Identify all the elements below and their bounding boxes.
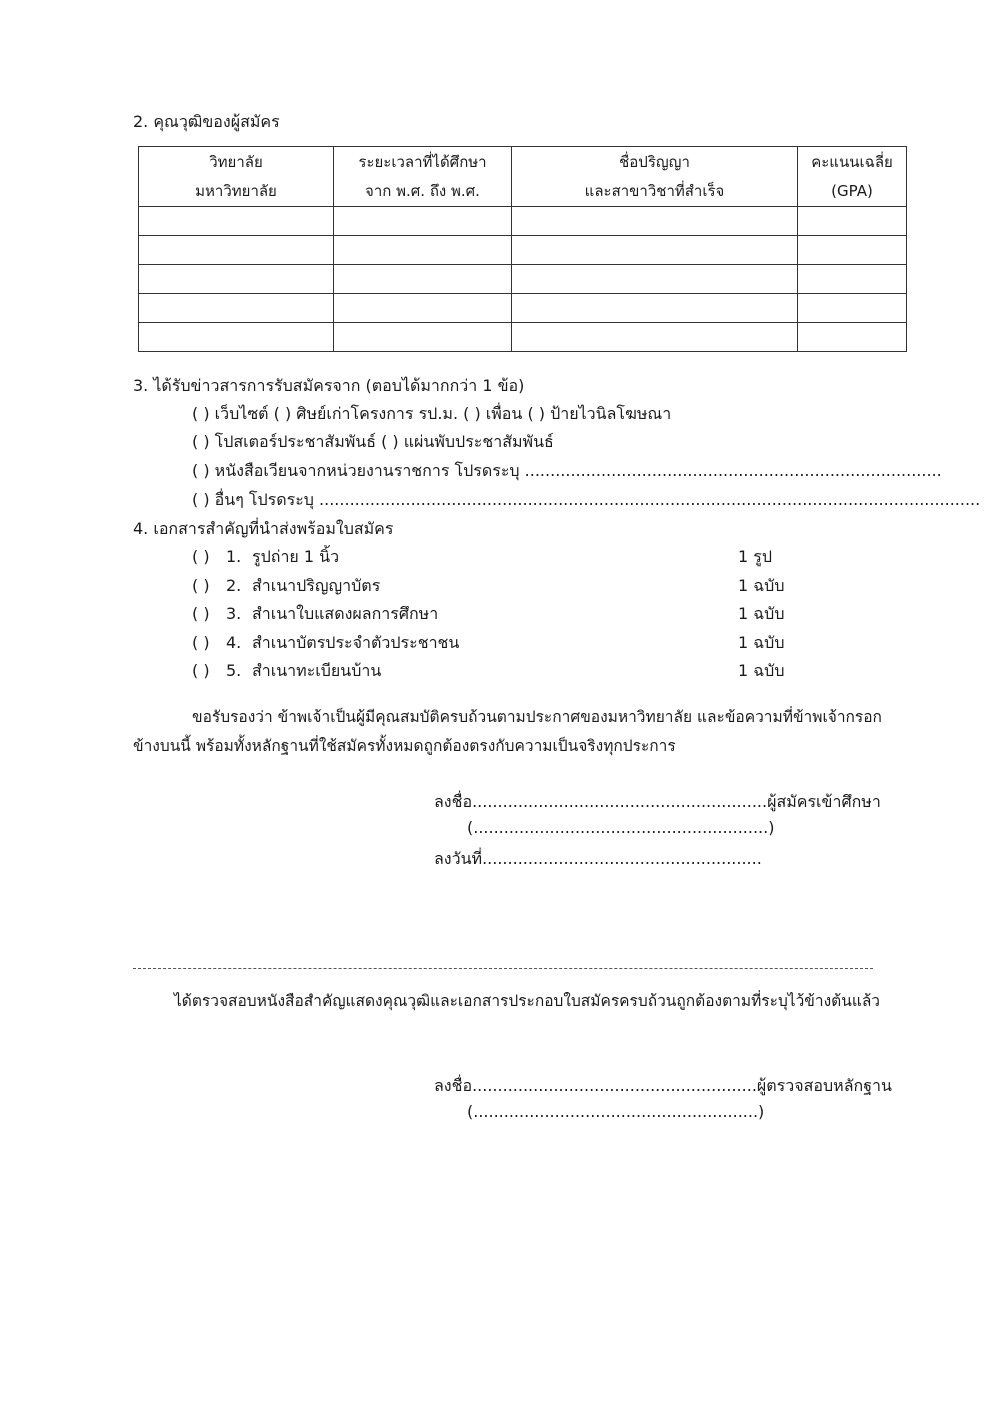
table-cell[interactable] [334, 236, 512, 265]
table-cell[interactable] [512, 207, 798, 236]
document-checkbox[interactable]: ( ) [192, 547, 210, 566]
certification-line-1: ขอรับรองว่า ข้าพเจ้าเป็นผู้มีคุณสมบัติครบถ้วนตามประกาศของมหาวิทยาลัย และข้อความที่ข้าพเจ้ากรอก [192, 708, 882, 726]
document-quantity: 1 ฉบับ [738, 633, 785, 652]
table-cell[interactable] [512, 236, 798, 265]
qualification-table [138, 146, 907, 352]
table-cell[interactable] [139, 294, 334, 323]
news-source-line-3: ( ) หนังสือเวียนจากหน่วยงานราชการ โปรดระบุ .................................................................................. [192, 461, 942, 480]
section2-heading: 2. คุณวุฒิของผู้สมัคร [133, 112, 280, 131]
document-label: รูปถ่าย 1 นิ้ว [252, 547, 340, 566]
col-header-university-line1: วิทยาลัย [209, 152, 263, 171]
table-row [139, 323, 907, 352]
table-cell[interactable] [334, 207, 512, 236]
table-cell[interactable] [512, 265, 798, 294]
verifier-name-line[interactable]: (........................................................) [467, 1102, 765, 1121]
document-quantity: 1 ฉบับ [738, 661, 785, 680]
col-header-degree-line2: และสาขาวิชาที่สำเร็จ [584, 181, 725, 200]
applicant-date-line[interactable]: ลงวันที่....................................................... [434, 849, 762, 868]
section-divider [133, 968, 873, 969]
document-checkbox[interactable]: ( ) [192, 576, 210, 595]
table-cell[interactable] [798, 294, 907, 323]
col-header-gpa [798, 147, 907, 207]
table-cell[interactable] [139, 323, 334, 352]
table-cell[interactable] [334, 294, 512, 323]
document-checkbox[interactable]: ( ) [192, 633, 210, 652]
col-header-period [334, 147, 512, 207]
table-row [139, 236, 907, 265]
col-header-degree-line1: ชื่อปริญญา [619, 152, 690, 171]
col-header-gpa-line1: คะแนนเฉลี่ย [811, 152, 893, 171]
table-row [139, 294, 907, 323]
document-checkbox[interactable]: ( ) [192, 661, 210, 680]
qualification-table-header [139, 147, 907, 207]
section4-heading: 4. เอกสารสำคัญที่นำส่งพร้อมใบสมัคร [133, 519, 394, 538]
table-cell[interactable] [334, 265, 512, 294]
table-cell[interactable] [798, 207, 907, 236]
verifier-signature-line[interactable]: ลงชื่อ........................................................ผู้ตรวจสอบหลักฐาน [434, 1076, 892, 1095]
table-cell[interactable] [798, 236, 907, 265]
news-source-line-4: ( ) อื่นๆ โปรดระบุ .................................................................................................................................. [192, 490, 981, 509]
document-number: 5. [226, 661, 242, 680]
document-item [192, 631, 459, 656]
col-header-university [139, 147, 334, 207]
certification-line-2: ข้างบนนี้ พร้อมทั้งหลักฐานที่ใช้สมัครทั้งหมดถูกต้องตรงกับความเป็นจริงทุกประการ [133, 737, 676, 755]
table-cell[interactable] [798, 323, 907, 352]
table-cell[interactable] [512, 323, 798, 352]
table-cell[interactable] [798, 265, 907, 294]
col-header-period-line1: ระยะเวลาที่ได้ศึกษา [358, 152, 487, 171]
section3-heading: 3. ได้รับข่าวสารการรับสมัครจาก (ตอบได้มากกว่า 1 ข้อ) [133, 376, 525, 395]
applicant-signature-line[interactable]: ลงชื่อ..........................................................ผู้สมัครเข้าศึกษา [434, 792, 881, 811]
table-row [139, 265, 907, 294]
document-item [192, 602, 438, 627]
document-item [192, 659, 381, 684]
table-cell[interactable] [139, 207, 334, 236]
document-checkbox[interactable]: ( ) [192, 604, 210, 623]
applicant-name-line[interactable]: (..........................................................) [467, 818, 775, 837]
document-item [192, 574, 380, 599]
news-source-line-2: ( ) โปสเตอร์ประชาสัมพันธ์ ( ) แผ่นพับประชาสัมพันธ์ [192, 432, 554, 451]
document-label: สำเนาบัตรประจำตัวประชาชน [252, 633, 460, 652]
col-header-period-line2: จาก พ.ศ. ถึง พ.ศ. [365, 181, 480, 200]
document-label: สำเนาใบแสดงผลการศึกษา [252, 604, 439, 623]
document-quantity: 1 ฉบับ [738, 576, 785, 595]
document-quantity: 1 รูป [738, 547, 773, 566]
table-cell[interactable] [512, 294, 798, 323]
col-header-degree [512, 147, 798, 207]
document-number: 3. [226, 604, 242, 623]
col-header-gpa-line2: (GPA) [831, 181, 873, 200]
news-source-line-1: ( ) เว็บไซต์ ( ) ศิษย์เก่าโครงการ รป.ม. ( ) เพื่อน ( ) ป้ายไวนิลโฆษณา [192, 404, 672, 423]
document-quantity: 1 ฉบับ [738, 604, 785, 623]
document-number: 4. [226, 633, 242, 652]
document-number: 2. [226, 576, 242, 595]
table-cell[interactable] [139, 265, 334, 294]
document-label: สำเนาทะเบียนบ้าน [252, 661, 382, 680]
table-row [139, 207, 907, 236]
document-item [192, 545, 339, 570]
table-cell[interactable] [334, 323, 512, 352]
document-number: 1. [226, 547, 242, 566]
document-label: สำเนาปริญญาบัตร [252, 576, 381, 595]
verification-statement: ได้ตรวจสอบหนังสือสำคัญแสดงคุณวุฒิและเอกสารประกอบใบสมัครครบถ้วนถูกต้องตามที่ระบุไว้ข้างต้นแล้ว [174, 992, 881, 1010]
table-cell[interactable] [139, 236, 334, 265]
col-header-university-line2: มหาวิทยาลัย [195, 181, 277, 200]
